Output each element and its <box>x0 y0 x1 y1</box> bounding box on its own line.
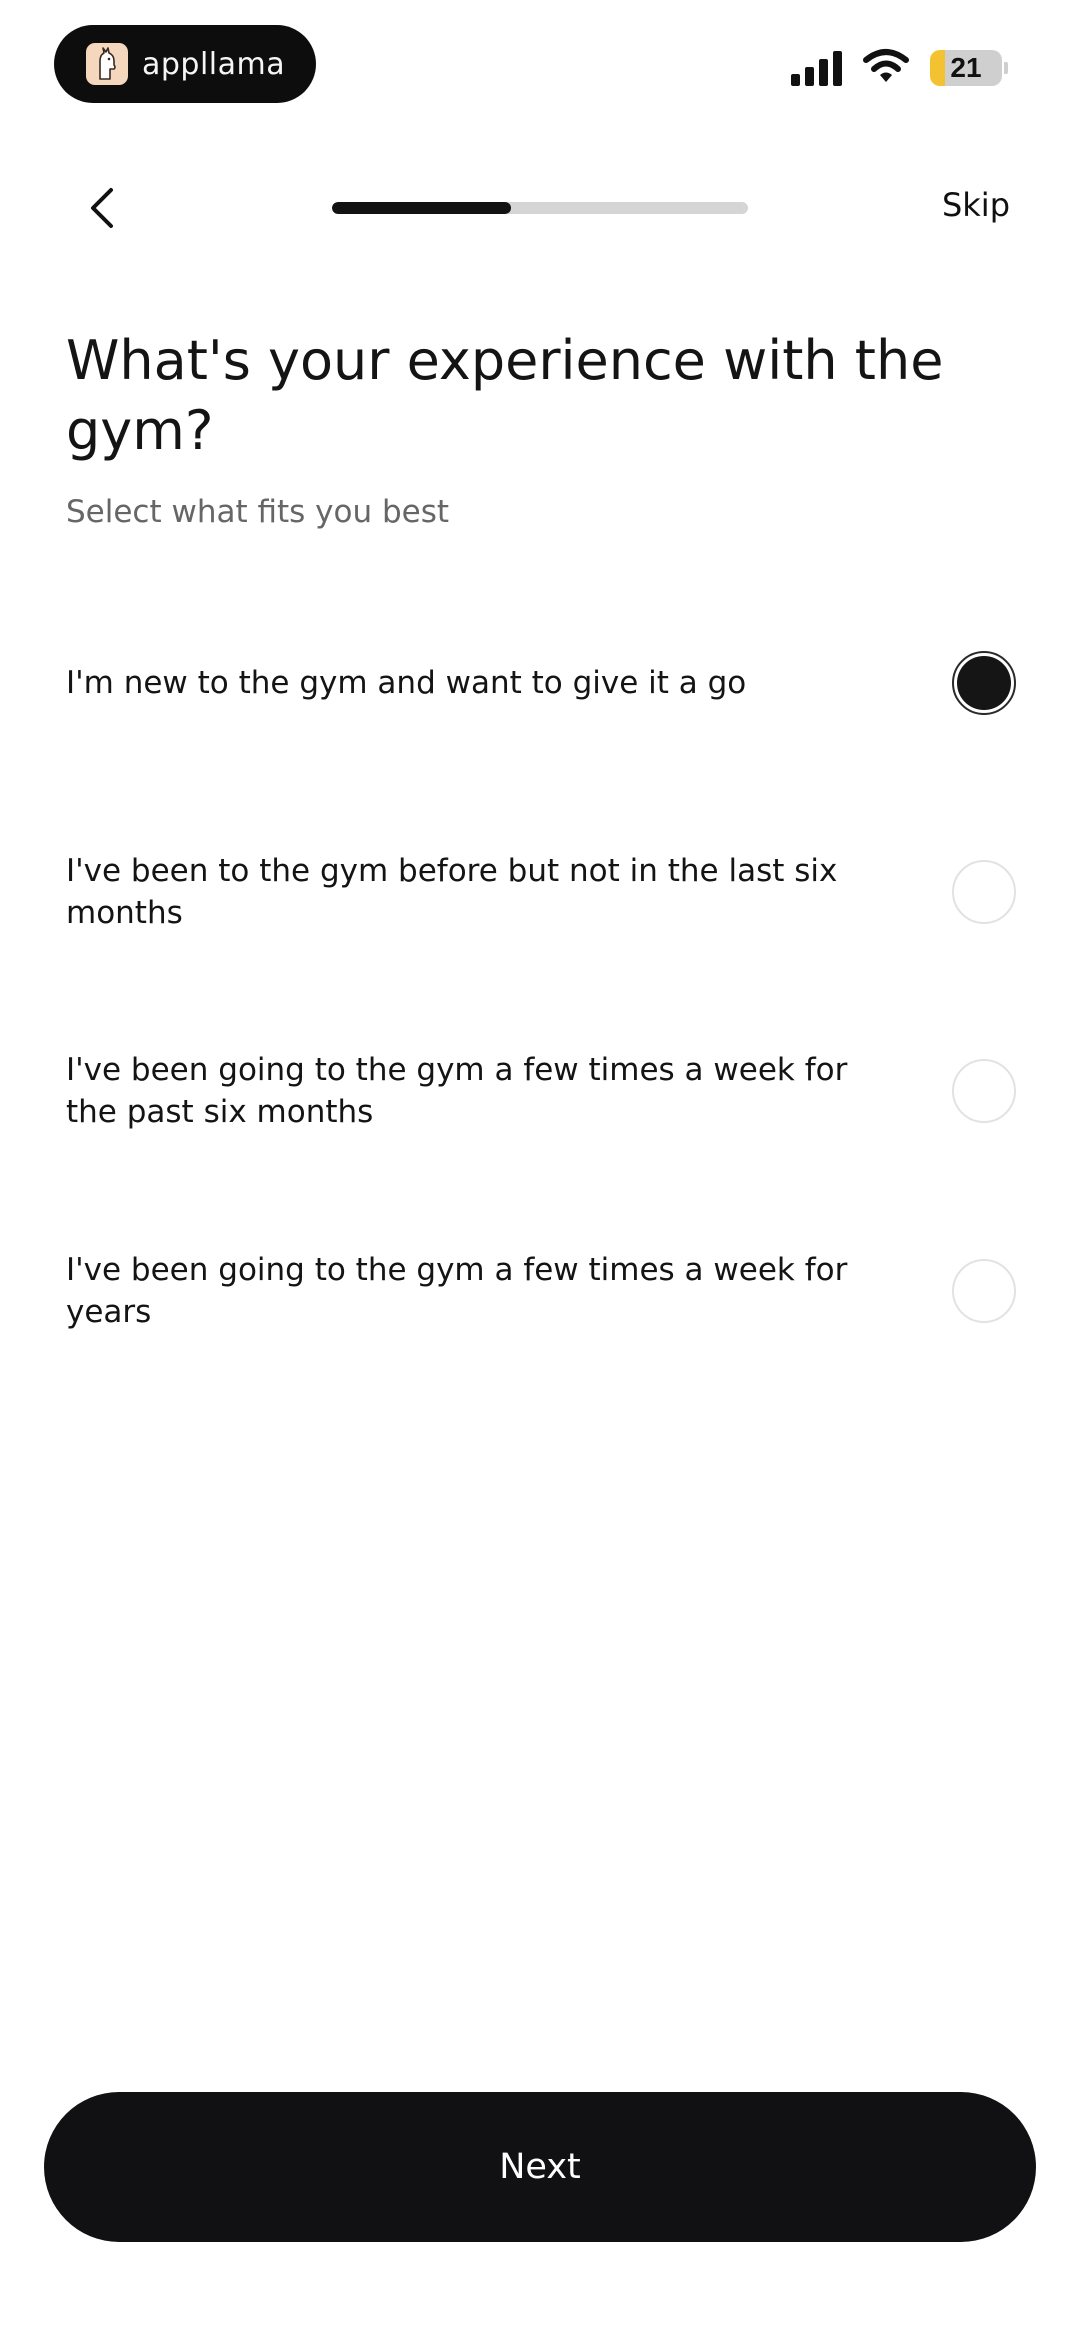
chevron-left-icon <box>87 186 117 230</box>
option-six-months[interactable] <box>66 1049 1016 1133</box>
status-indicators <box>791 48 1008 88</box>
battery-level: 21 <box>930 50 1002 86</box>
progress-fill <box>332 202 511 214</box>
battery-tip <box>1004 62 1008 74</box>
question-title: What's your experience with the gym? <box>66 329 944 462</box>
back-button[interactable] <box>74 180 130 236</box>
option-label: I'm new to the gym and want to give it a go <box>66 665 747 701</box>
battery-icon <box>930 50 1008 86</box>
skip-button[interactable]: Skip <box>941 186 1010 224</box>
option-new-to-gym[interactable] <box>66 651 1016 715</box>
onboarding-progress-bar <box>332 202 748 214</box>
wifi-icon <box>862 48 910 88</box>
option-years[interactable] <box>66 1249 1016 1333</box>
radio-button[interactable] <box>952 1259 1016 1323</box>
radio-dot <box>957 656 1011 710</box>
question-subtitle: Select what fits you best <box>66 494 450 530</box>
option-label: I've been going to the gym a few times a week for years <box>66 1252 848 1330</box>
option-label: I've been going to the gym a few times a week for the past six months <box>66 1052 848 1130</box>
option-returning[interactable] <box>66 850 1016 934</box>
radio-button-selected[interactable] <box>952 651 1016 715</box>
signal-icon <box>791 50 842 86</box>
radio-button[interactable] <box>952 1059 1016 1123</box>
radio-button[interactable] <box>952 860 1016 924</box>
llama-logo-icon <box>86 43 128 85</box>
app-indicator-pill[interactable] <box>54 25 316 103</box>
option-label: I've been to the gym before but not in the last six months <box>66 853 838 931</box>
app-name: appllama <box>142 46 286 82</box>
next-button[interactable]: Next <box>44 2092 1036 2242</box>
